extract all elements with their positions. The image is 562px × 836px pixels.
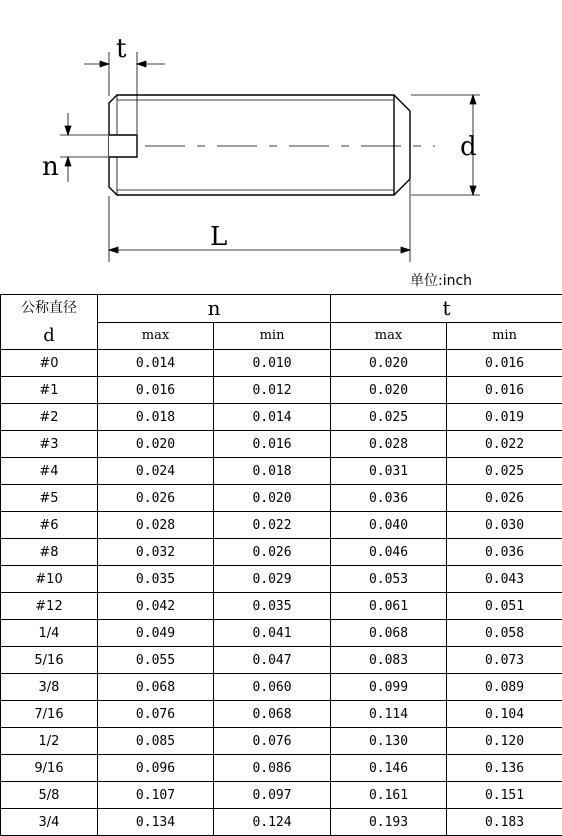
cell-d: 5/8 bbox=[1, 782, 98, 809]
cell-d: 1/4 bbox=[1, 620, 98, 647]
cell-n-max: 0.024 bbox=[98, 458, 214, 485]
cell-n-min: 0.010 bbox=[214, 350, 331, 377]
table-row bbox=[1, 593, 562, 620]
cell-t-max: 0.161 bbox=[331, 782, 447, 809]
set-screw-drawing bbox=[0, 0, 562, 294]
header-nominal-diameter bbox=[1, 295, 98, 350]
cell-t-max: 0.028 bbox=[331, 431, 447, 458]
screw-outline bbox=[109, 95, 410, 195]
cell-t-max: 0.031 bbox=[331, 458, 447, 485]
cell-t-min: 0.051 bbox=[447, 593, 562, 620]
header-row-1 bbox=[1, 295, 562, 323]
table-row bbox=[1, 539, 562, 566]
header-group-t: t bbox=[331, 295, 562, 323]
cell-d: 3/8 bbox=[1, 674, 98, 701]
cell-n-min: 0.012 bbox=[214, 377, 331, 404]
cell-t-max: 0.040 bbox=[331, 512, 447, 539]
cell-n-min: 0.018 bbox=[214, 458, 331, 485]
cell-d: 9/16 bbox=[1, 755, 98, 782]
cell-n-min: 0.086 bbox=[214, 755, 331, 782]
table-row bbox=[1, 674, 562, 701]
cell-d: #1 bbox=[1, 377, 98, 404]
cell-d: 3/4 bbox=[1, 809, 98, 836]
table-row bbox=[1, 431, 562, 458]
cell-n-min: 0.022 bbox=[214, 512, 331, 539]
cell-t-min: 0.036 bbox=[447, 539, 562, 566]
cell-d: #10 bbox=[1, 566, 98, 593]
cell-t-max: 0.068 bbox=[331, 620, 447, 647]
cell-d: 7/16 bbox=[1, 701, 98, 728]
dimension-label-L: L bbox=[210, 222, 227, 252]
cell-t-max: 0.025 bbox=[331, 404, 447, 431]
cell-n-min: 0.060 bbox=[214, 674, 331, 701]
cell-n-min: 0.097 bbox=[214, 782, 331, 809]
cell-n-min: 0.035 bbox=[214, 593, 331, 620]
cell-d: #5 bbox=[1, 485, 98, 512]
cell-n-min: 0.041 bbox=[214, 620, 331, 647]
cell-n-max: 0.049 bbox=[98, 620, 214, 647]
cell-n-max: 0.032 bbox=[98, 539, 214, 566]
cell-t-max: 0.020 bbox=[331, 377, 447, 404]
cell-t-max: 0.053 bbox=[331, 566, 447, 593]
cell-n-max: 0.042 bbox=[98, 593, 214, 620]
cell-t-max: 0.099 bbox=[331, 674, 447, 701]
table-row bbox=[1, 701, 562, 728]
cell-n-max: 0.018 bbox=[98, 404, 214, 431]
cell-t-min: 0.136 bbox=[447, 755, 562, 782]
cell-t-min: 0.025 bbox=[447, 458, 562, 485]
cell-n-min: 0.124 bbox=[214, 809, 331, 836]
table-row bbox=[1, 485, 562, 512]
cell-t-min: 0.019 bbox=[447, 404, 562, 431]
cell-n-max: 0.055 bbox=[98, 647, 214, 674]
dimension-table bbox=[0, 294, 562, 836]
cell-d: 5/16 bbox=[1, 647, 98, 674]
cell-t-max: 0.193 bbox=[331, 809, 447, 836]
cell-n-min: 0.020 bbox=[214, 485, 331, 512]
cell-n-max: 0.014 bbox=[98, 350, 214, 377]
table-row bbox=[1, 755, 562, 782]
cell-n-max: 0.035 bbox=[98, 566, 214, 593]
cell-n-max: 0.026 bbox=[98, 485, 214, 512]
table-row bbox=[1, 782, 562, 809]
cell-t-min: 0.104 bbox=[447, 701, 562, 728]
table-row bbox=[1, 566, 562, 593]
table-row bbox=[1, 404, 562, 431]
cell-t-min: 0.089 bbox=[447, 674, 562, 701]
header-n-max: max bbox=[98, 322, 214, 350]
cell-d: #3 bbox=[1, 431, 98, 458]
dimension-label-t: t bbox=[116, 34, 127, 64]
cell-n-max: 0.020 bbox=[98, 431, 214, 458]
cell-t-max: 0.146 bbox=[331, 755, 447, 782]
cell-n-max: 0.107 bbox=[98, 782, 214, 809]
table-row bbox=[1, 350, 562, 377]
table-row bbox=[1, 620, 562, 647]
cell-t-max: 0.114 bbox=[331, 701, 447, 728]
cell-t-min: 0.073 bbox=[447, 647, 562, 674]
cell-n-max: 0.016 bbox=[98, 377, 214, 404]
unit-label: 单位:inch bbox=[410, 270, 472, 290]
header-t-max: max bbox=[331, 322, 447, 350]
cell-n-max: 0.068 bbox=[98, 674, 214, 701]
cell-n-min: 0.068 bbox=[214, 701, 331, 728]
header-group-n: n bbox=[98, 295, 331, 323]
cell-t-max: 0.083 bbox=[331, 647, 447, 674]
cell-t-min: 0.151 bbox=[447, 782, 562, 809]
cell-n-max: 0.096 bbox=[98, 755, 214, 782]
cell-t-min: 0.026 bbox=[447, 485, 562, 512]
cell-n-max: 0.076 bbox=[98, 701, 214, 728]
table-row bbox=[1, 458, 562, 485]
header-name-line1: 公称直径 bbox=[1, 295, 97, 322]
cell-t-min: 0.120 bbox=[447, 728, 562, 755]
table-row bbox=[1, 647, 562, 674]
cell-t-max: 0.130 bbox=[331, 728, 447, 755]
cell-t-min: 0.030 bbox=[447, 512, 562, 539]
cell-n-min: 0.014 bbox=[214, 404, 331, 431]
cell-n-min: 0.047 bbox=[214, 647, 331, 674]
cell-t-min: 0.016 bbox=[447, 350, 562, 377]
table-row bbox=[1, 809, 562, 836]
table-row bbox=[1, 512, 562, 539]
cell-t-max: 0.020 bbox=[331, 350, 447, 377]
cell-n-min: 0.076 bbox=[214, 728, 331, 755]
dimension-label-d: d bbox=[460, 132, 477, 162]
table-row bbox=[1, 377, 562, 404]
cell-t-max: 0.036 bbox=[331, 485, 447, 512]
cell-n-min: 0.016 bbox=[214, 431, 331, 458]
header-name-line2: d bbox=[1, 322, 97, 349]
cell-n-max: 0.028 bbox=[98, 512, 214, 539]
dimension-label-n: n bbox=[42, 152, 59, 182]
cell-n-max: 0.085 bbox=[98, 728, 214, 755]
cell-t-min: 0.058 bbox=[447, 620, 562, 647]
header-n-min: min bbox=[214, 322, 331, 350]
cell-d: 1/2 bbox=[1, 728, 98, 755]
cell-n-min: 0.026 bbox=[214, 539, 331, 566]
cell-d: #12 bbox=[1, 593, 98, 620]
cell-n-min: 0.029 bbox=[214, 566, 331, 593]
header-t-min: min bbox=[447, 322, 562, 350]
cell-t-min: 0.022 bbox=[447, 431, 562, 458]
cell-t-max: 0.061 bbox=[331, 593, 447, 620]
cell-n-max: 0.134 bbox=[98, 809, 214, 836]
cell-d: #8 bbox=[1, 539, 98, 566]
slot bbox=[109, 135, 137, 157]
cell-t-min: 0.016 bbox=[447, 377, 562, 404]
cell-d: #6 bbox=[1, 512, 98, 539]
cell-t-min: 0.183 bbox=[447, 809, 562, 836]
cell-d: #4 bbox=[1, 458, 98, 485]
table-row bbox=[1, 728, 562, 755]
cell-t-max: 0.046 bbox=[331, 539, 447, 566]
cell-d: #0 bbox=[1, 350, 98, 377]
cell-t-min: 0.043 bbox=[447, 566, 562, 593]
cell-d: #2 bbox=[1, 404, 98, 431]
